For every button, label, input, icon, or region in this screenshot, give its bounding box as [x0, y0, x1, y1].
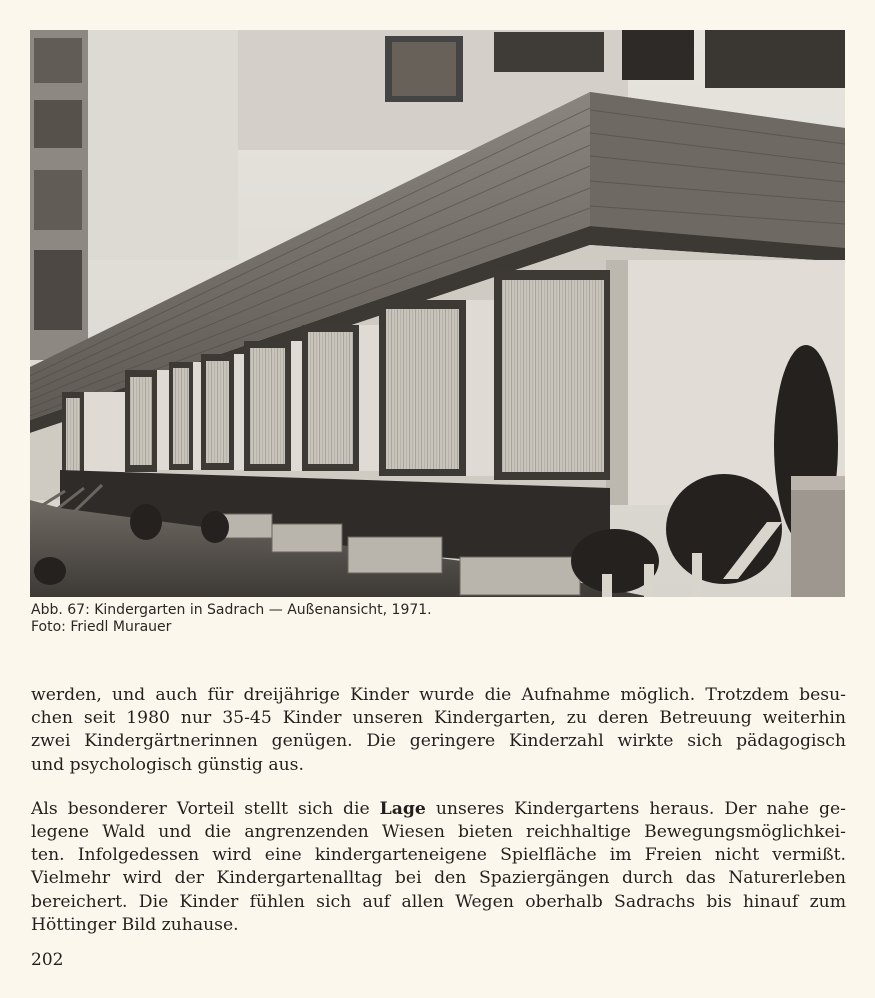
paragraph-2-line-6: Höttinger Bild zuhause. [31, 914, 239, 935]
paragraph-2-line-1 [31, 798, 846, 821]
paragraph-2-line-2: legene Wald und die angrenzenden Wiesen bieten reichhaltige Bewegungsmöglichkei- [31, 822, 846, 843]
paragraph-2-line-1-after: unseres Kindergartens heraus. Der nahe ge- [425, 798, 846, 819]
paragraph-2-line-3: ten. Infolgedessen wird eine kindergarteneigene Spielfläche im Freien nicht vermißt. [31, 845, 846, 866]
figure-caption-title: Abb. 67: Kindergarten in Sadrach — Außenansicht, 1971. [31, 602, 432, 618]
highlighted-word-lage: Lage [379, 798, 426, 819]
body-text [31, 684, 846, 937]
paragraph-2-line-5: bereichert. Die Kinder fühlen sich auf allen Wegen oberhalb Sadrachs bis hinauf zum [31, 891, 846, 912]
paragraph-2-line-1-before: Als besonderer Vorteil stellt sich die [31, 798, 380, 819]
figure-caption-credit: Foto: Friedl Murauer [31, 619, 172, 635]
paragraph-2 [31, 798, 846, 937]
paragraph-1-line-2: chen seit 1980 nur 35-45 Kinder unseren Kindergarten, zu deren Betreuung weiterhin [31, 708, 846, 729]
paragraph-1-line-1: werden, und auch für dreijährige Kinder wurde die Aufnahme möglich. Trotzdem besu- [31, 685, 846, 705]
page-number: 202 [31, 950, 64, 970]
paragraph-1-line-3: zwei Kindergärtnerinnen genügen. Die geringere Kinderzahl wirkte sich pädagogisch [31, 731, 846, 752]
paragraph-2-line-4: Vielmehr wird der Kindergartenalltag bei den Spaziergängen durch das Naturerleben [31, 868, 846, 889]
paragraph-1 [31, 684, 846, 777]
kindergarten-photo [30, 30, 845, 597]
paragraph-1-line-4: und psychologisch günstig aus. [31, 754, 304, 775]
figure-caption [31, 602, 731, 636]
